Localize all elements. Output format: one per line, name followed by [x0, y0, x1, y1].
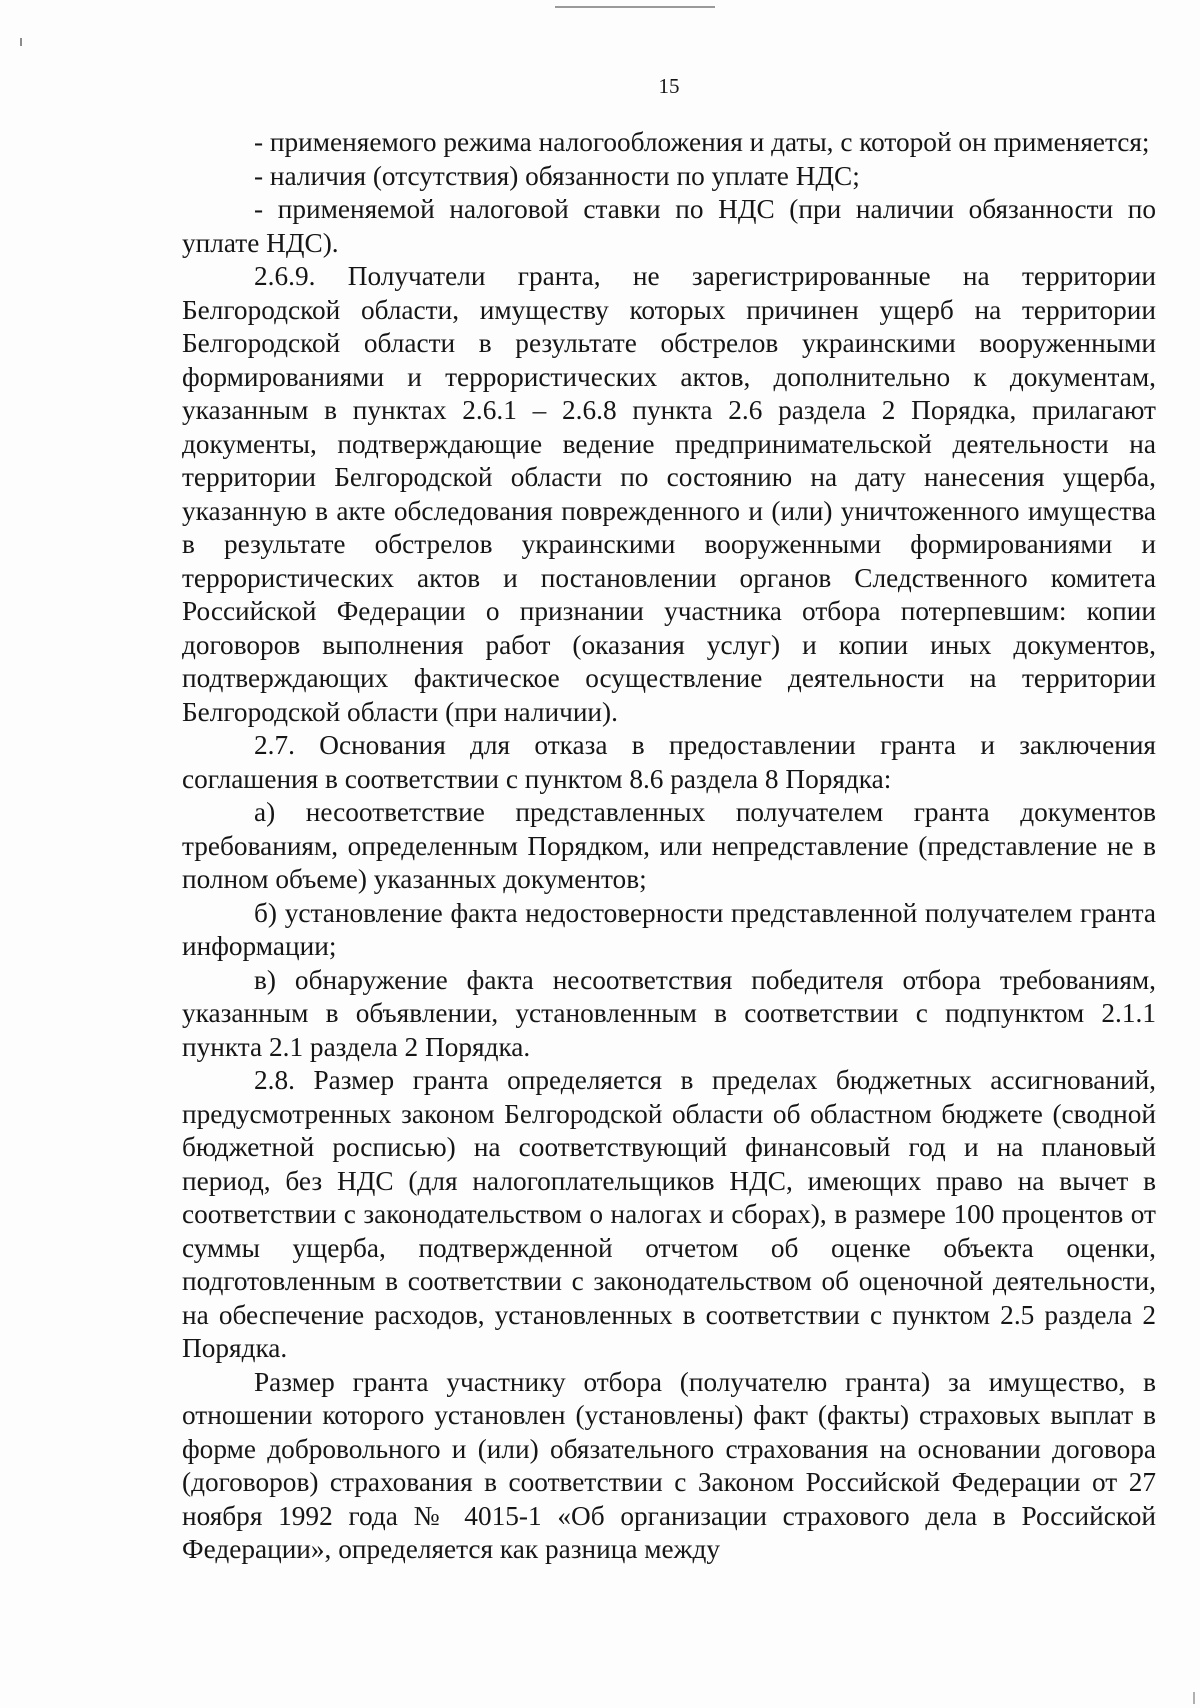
document-body: [182, 126, 1156, 1567]
scan-artifact: [20, 38, 22, 46]
page-number: 15: [658, 74, 680, 98]
scan-edge-mark: [1193, 1692, 1195, 1704]
paragraph-2-7-a: а) несоответствие представленных получателем гранта документов требованиям, определенным Порядком, или непредставление (представление не в полном объеме) указанных документов;: [182, 797, 1156, 894]
paragraph-2-7: 2.7. Основания для отказа в предоставлении гранта и заключения соглашения в соответствии с пунктом 8.6 раздела 8 Порядка:: [182, 730, 1156, 794]
paragraph-grant-size-insurance: Размер гранта участнику отбора (получателю гранта) за имущество, в отношении которого установлен (установлены) факт (факты) страховых выплат в форме добровольного и (или) обязательного страхования на основании договора (договоров) страхования в соответствии с Законом Российской Федерации от 27 ноября 1992 года № 4015-1 «Об организации страхового дела в Российской Федерации», определяется как разница между: [182, 1366, 1156, 1564]
paragraph-2-8: 2.8. Размер гранта определяется в пределах бюджетных ассигнований, предусмотренных законом Белгородской области об областном бюджете (сводной бюджетной росписью) на соответствующий финансовый год и на плановый период, без НДС (для налогоплательщиков НДС, имеющих право на вычет в соответствии с законодательством о налогах и сборах), в размере 100 процентов от суммы ущерба, подтвержденной отчетом об оценке объекта оценки, подготовленным в соответствии с законодательством об оценочной деятельности, на обеспечение расходов, установленных в соответствии с пунктом 2.5 раздела 2 Порядка.: [182, 1065, 1156, 1363]
paragraph-2-6-9: 2.6.9. Получатели гранта, не зарегистрированные на территории Белгородской области, имуществу которых причинен ущерб на территории Белгородской области в результате обстрелов украинскими вооруженными формированиями и террористических актов, дополнительно к документам, указанным в пунктах 2.6.1 – 2.6.8 пункта 2.6 раздела 2 Порядка, прилагают документы, подтверждающие ведение предпринимательской деятельности на территории Белгородской области по состоянию на дату нанесения ущерба, указанную в акте обследования поврежденного и (или) уничтоженного имущества в результате обстрелов украинскими вооруженными формированиями и террористических актов и постановлении органов Следственного комитета Российской Федерации о признании участника отбора потерпевшим: копии договоров выполнения работ (оказания услуг) и копии иных документов, подтверждающих фактическое осуществление деятельности на территории Белгородской области (при наличии).: [182, 261, 1156, 727]
paragraph-vat-obligation: - наличия (отсутствия) обязанности по уплате НДС;: [254, 160, 860, 191]
top-divider: [555, 6, 715, 8]
paragraph-vat-rate: - применяемой налоговой ставки по НДС (при наличии обязанности по уплате НДС).: [182, 194, 1156, 258]
paragraph-2-7-b: б) установление факта недостоверности представленной получателем гранта информации;: [182, 897, 1156, 961]
paragraph-2-7-v: в) обнаружение факта несоответствия победителя отбора требованиям, указанным в объявлении, установленным в соответствии с подпунктом 2.1.1 пункта 2.1 раздела 2 Порядка.: [182, 964, 1156, 1062]
paragraph-tax-regime: - применяемого режима налогообложения и даты, с которой он применяется;: [254, 127, 1150, 157]
